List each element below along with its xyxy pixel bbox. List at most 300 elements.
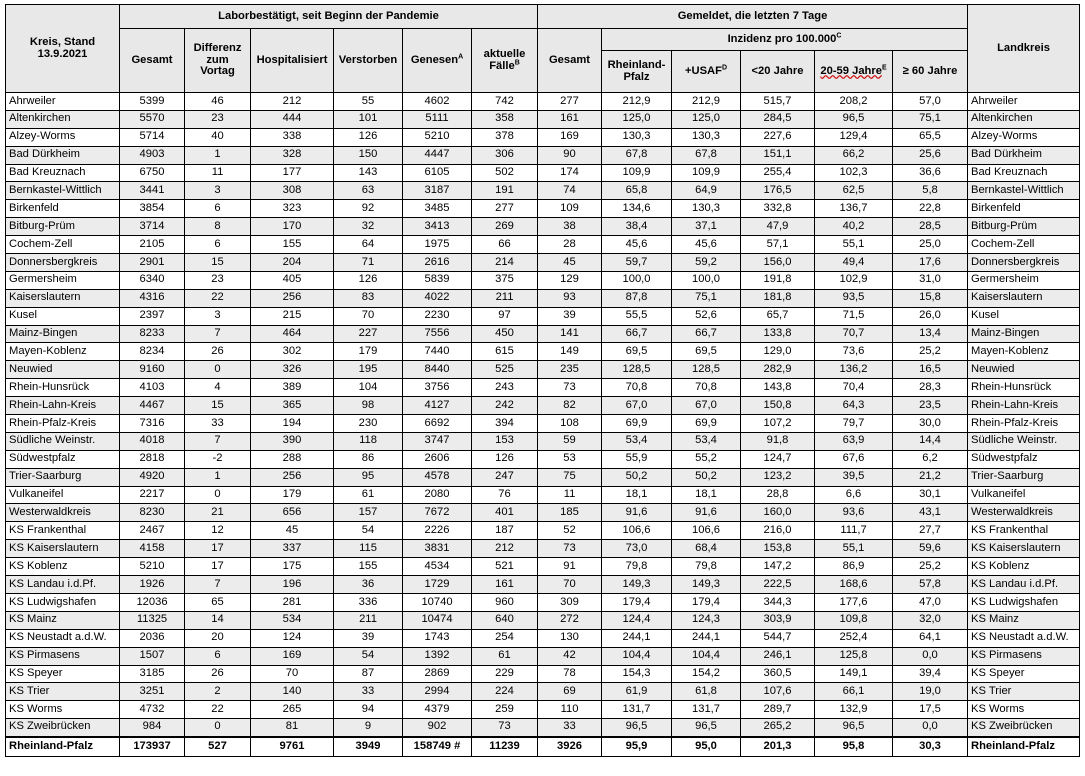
cell-inz-ge60: 0,0 xyxy=(893,647,968,665)
cell-inz-rlp: 212,9 xyxy=(602,93,672,111)
cell-inz-ge60: 23,5 xyxy=(893,397,968,415)
col-header-differenz: Differenz zum Vortag xyxy=(185,29,251,93)
cell-gesamt: 7316 xyxy=(120,415,185,433)
group-header-gemeldet: Gemeldet, die letzten 7 Tage xyxy=(538,5,968,29)
col-header-60-plus: ≥ 60 Jahre xyxy=(893,51,968,93)
cell-aktuelle: 394 xyxy=(472,415,538,433)
cell-inz-lt20: 289,7 xyxy=(741,701,815,719)
cell-kreis: Cochem-Zell xyxy=(6,236,120,254)
cell-gesamt-7d: 28 xyxy=(538,236,602,254)
cell-genesen: 4127 xyxy=(403,397,472,415)
cell-genesen: 3413 xyxy=(403,218,472,236)
table-row xyxy=(6,254,1080,272)
total-genesen: 158749 # xyxy=(403,737,472,757)
cell-inz-rlp: 67,8 xyxy=(602,146,672,164)
total-differenz: 527 xyxy=(185,737,251,757)
cell-gesamt-7d: 42 xyxy=(538,647,602,665)
cell-inz-rlp: 244,1 xyxy=(602,629,672,647)
cell-differenz: 20 xyxy=(185,629,251,647)
cell-inz-rlp: 154,3 xyxy=(602,665,672,683)
cell-landkreis: KS Trier xyxy=(968,683,1080,701)
cell-hospitalisiert: 169 xyxy=(251,647,334,665)
cell-inz-ge60: 36,6 xyxy=(893,164,968,182)
cell-inz-ge60: 31,0 xyxy=(893,271,968,289)
cell-landkreis: Kusel xyxy=(968,307,1080,325)
cell-verstorben: 36 xyxy=(334,576,403,594)
cell-inz-rlp: 130,3 xyxy=(602,128,672,146)
cell-inz-usaf: 18,1 xyxy=(672,486,741,504)
cell-inz-20-59: 73,6 xyxy=(815,343,893,361)
cell-kreis: Bad Dürkheim xyxy=(6,146,120,164)
cell-verstorben: 71 xyxy=(334,254,403,272)
cell-inz-20-59: 136,2 xyxy=(815,361,893,379)
cell-inz-usaf: 149,3 xyxy=(672,576,741,594)
table-row xyxy=(6,432,1080,450)
cell-aktuelle: 269 xyxy=(472,218,538,236)
table-row xyxy=(6,593,1080,611)
cell-landkreis: KS Worms xyxy=(968,701,1080,719)
cell-landkreis: KS Speyer xyxy=(968,665,1080,683)
cell-inz-usaf: 125,0 xyxy=(672,110,741,128)
cell-gesamt-7d: 45 xyxy=(538,254,602,272)
cell-aktuelle: 242 xyxy=(472,397,538,415)
cell-verstorben: 115 xyxy=(334,540,403,558)
cell-kreis: KS Mainz xyxy=(6,611,120,629)
cell-aktuelle: 97 xyxy=(472,307,538,325)
table-row xyxy=(6,665,1080,683)
cell-inz-ge60: 17,5 xyxy=(893,701,968,719)
cell-verstorben: 126 xyxy=(334,128,403,146)
cell-inz-usaf: 244,1 xyxy=(672,629,741,647)
cell-genesen: 2869 xyxy=(403,665,472,683)
cell-gesamt: 3185 xyxy=(120,665,185,683)
cell-kreis: Südliche Weinstr. xyxy=(6,432,120,450)
cell-landkreis: Trier-Saarburg xyxy=(968,468,1080,486)
cell-inz-usaf: 106,6 xyxy=(672,522,741,540)
cell-hospitalisiert: 302 xyxy=(251,343,334,361)
cell-verstorben: 179 xyxy=(334,343,403,361)
cell-verstorben: 64 xyxy=(334,236,403,254)
cell-inz-20-59: 93,5 xyxy=(815,289,893,307)
group-header-laborbestaetigt: Laborbestätigt, seit Beginn der Pandemie xyxy=(120,5,538,29)
cell-inz-20-59: 252,4 xyxy=(815,629,893,647)
cell-gesamt: 12036 xyxy=(120,593,185,611)
cell-verstorben: 150 xyxy=(334,146,403,164)
cell-inz-usaf: 131,7 xyxy=(672,701,741,719)
cell-inz-usaf: 79,8 xyxy=(672,558,741,576)
table-row xyxy=(6,146,1080,164)
cell-verstorben: 92 xyxy=(334,200,403,218)
cell-verstorben: 230 xyxy=(334,415,403,433)
cell-gesamt: 6750 xyxy=(120,164,185,182)
cell-inz-lt20: 216,0 xyxy=(741,522,815,540)
cell-hospitalisiert: 338 xyxy=(251,128,334,146)
cell-gesamt-7d: 93 xyxy=(538,289,602,307)
cell-inz-ge60: 16,5 xyxy=(893,361,968,379)
cell-verstorben: 101 xyxy=(334,110,403,128)
cell-gesamt-7d: 91 xyxy=(538,558,602,576)
cell-hospitalisiert: 155 xyxy=(251,236,334,254)
cell-kreis: Rhein-Pfalz-Kreis xyxy=(6,415,120,433)
cell-differenz: 0 xyxy=(185,361,251,379)
cell-inz-20-59: 62,5 xyxy=(815,182,893,200)
cell-aktuelle: 76 xyxy=(472,486,538,504)
cell-differenz: 8 xyxy=(185,218,251,236)
cell-inz-usaf: 69,5 xyxy=(672,343,741,361)
inzidenz-footnote: C xyxy=(836,31,842,39)
cell-differenz: 33 xyxy=(185,415,251,433)
cell-hospitalisiert: 281 xyxy=(251,593,334,611)
total-row xyxy=(6,737,1080,757)
cell-kreis: Bad Kreuznach xyxy=(6,164,120,182)
cell-inz-usaf: 130,3 xyxy=(672,200,741,218)
cell-genesen: 3747 xyxy=(403,432,472,450)
cell-inz-rlp: 131,7 xyxy=(602,701,672,719)
cell-landkreis: KS Zweibrücken xyxy=(968,719,1080,737)
cell-inz-ge60: 14,4 xyxy=(893,432,968,450)
cell-kreis: KS Frankenthal xyxy=(6,522,120,540)
cell-aktuelle: 73 xyxy=(472,719,538,737)
cell-aktuelle: 254 xyxy=(472,629,538,647)
table-row xyxy=(6,271,1080,289)
cell-inz-lt20: 147,2 xyxy=(741,558,815,576)
cell-gesamt: 2036 xyxy=(120,629,185,647)
cell-landkreis: Südwestpfalz xyxy=(968,450,1080,468)
cell-gesamt-7d: 129 xyxy=(538,271,602,289)
table-row xyxy=(6,558,1080,576)
cell-verstorben: 33 xyxy=(334,683,403,701)
cell-landkreis: KS Pirmasens xyxy=(968,647,1080,665)
cell-differenz: 22 xyxy=(185,289,251,307)
cell-genesen: 3756 xyxy=(403,379,472,397)
cell-verstorben: 94 xyxy=(334,701,403,719)
cell-gesamt-7d: 39 xyxy=(538,307,602,325)
cell-kreis: Ahrweiler xyxy=(6,93,120,111)
cell-inz-ge60: 25,2 xyxy=(893,558,968,576)
cell-inz-usaf: 55,2 xyxy=(672,450,741,468)
cell-genesen: 3485 xyxy=(403,200,472,218)
cell-inz-ge60: 28,3 xyxy=(893,379,968,397)
cell-inz-lt20: 156,0 xyxy=(741,254,815,272)
cell-inz-rlp: 53,4 xyxy=(602,432,672,450)
cell-gesamt: 5399 xyxy=(120,93,185,111)
cell-inz-usaf: 66,7 xyxy=(672,325,741,343)
cell-inz-20-59: 208,2 xyxy=(815,93,893,111)
col-header-aktuelle-faelle xyxy=(472,29,538,93)
cell-gesamt-7d: 108 xyxy=(538,415,602,433)
cell-inz-lt20: 160,0 xyxy=(741,504,815,522)
cell-genesen: 1743 xyxy=(403,629,472,647)
cell-verstorben: 83 xyxy=(334,289,403,307)
cell-inz-usaf: 70,8 xyxy=(672,379,741,397)
table-row xyxy=(6,468,1080,486)
cell-inz-20-59: 55,1 xyxy=(815,236,893,254)
cell-gesamt: 8234 xyxy=(120,343,185,361)
cell-kreis: Mayen-Koblenz xyxy=(6,343,120,361)
cell-inz-usaf: 100,0 xyxy=(672,271,741,289)
cell-genesen: 1729 xyxy=(403,576,472,594)
table-row xyxy=(6,236,1080,254)
cell-inz-lt20: 133,8 xyxy=(741,325,815,343)
cell-inz-usaf: 50,2 xyxy=(672,468,741,486)
cell-inz-20-59: 63,9 xyxy=(815,432,893,450)
cell-inz-rlp: 104,4 xyxy=(602,647,672,665)
cell-inz-lt20: 176,5 xyxy=(741,182,815,200)
cell-inz-usaf: 53,4 xyxy=(672,432,741,450)
cell-inz-lt20: 344,3 xyxy=(741,593,815,611)
cell-landkreis: Germersheim xyxy=(968,271,1080,289)
table-row xyxy=(6,647,1080,665)
cell-inz-rlp: 124,4 xyxy=(602,611,672,629)
cell-gesamt: 4018 xyxy=(120,432,185,450)
cell-differenz: 17 xyxy=(185,540,251,558)
total-inz-rlp: 95,9 xyxy=(602,737,672,757)
cell-inz-usaf: 68,4 xyxy=(672,540,741,558)
cell-inz-lt20: 65,7 xyxy=(741,307,815,325)
cell-inz-20-59: 102,9 xyxy=(815,271,893,289)
cell-inz-rlp: 125,0 xyxy=(602,110,672,128)
cell-gesamt: 11325 xyxy=(120,611,185,629)
cell-inz-rlp: 55,9 xyxy=(602,450,672,468)
table-row xyxy=(6,361,1080,379)
cell-inz-lt20: 282,9 xyxy=(741,361,815,379)
cell-aktuelle: 502 xyxy=(472,164,538,182)
col-header-usaf xyxy=(672,51,741,93)
cell-gesamt-7d: 69 xyxy=(538,683,602,701)
cell-gesamt-7d: 277 xyxy=(538,93,602,111)
cell-genesen: 902 xyxy=(403,719,472,737)
cell-landkreis: Birkenfeld xyxy=(968,200,1080,218)
cell-hospitalisiert: 444 xyxy=(251,110,334,128)
cell-inz-rlp: 61,9 xyxy=(602,683,672,701)
cell-inz-ge60: 6,2 xyxy=(893,450,968,468)
cell-aktuelle: 960 xyxy=(472,593,538,611)
cell-gesamt-7d: 38 xyxy=(538,218,602,236)
cell-genesen: 8440 xyxy=(403,361,472,379)
cell-inz-20-59: 49,4 xyxy=(815,254,893,272)
cell-inz-ge60: 32,0 xyxy=(893,611,968,629)
cell-gesamt: 3251 xyxy=(120,683,185,701)
cell-kreis: Kusel xyxy=(6,307,120,325)
cell-genesen: 2616 xyxy=(403,254,472,272)
cell-differenz: 26 xyxy=(185,665,251,683)
cell-kreis: KS Worms xyxy=(6,701,120,719)
aktuelle-label: aktuelle Fälle xyxy=(483,47,526,72)
cell-inz-lt20: 151,1 xyxy=(741,146,815,164)
cell-kreis: Bernkastel-Wittlich xyxy=(6,182,120,200)
cell-inz-ge60: 47,0 xyxy=(893,593,968,611)
cell-inz-lt20: 150,8 xyxy=(741,397,815,415)
cell-verstorben: 155 xyxy=(334,558,403,576)
cell-inz-ge60: 15,8 xyxy=(893,289,968,307)
cell-differenz: 17 xyxy=(185,558,251,576)
cell-inz-lt20: 124,7 xyxy=(741,450,815,468)
cell-verstorben: 211 xyxy=(334,611,403,629)
cell-kreis: Alzey-Worms xyxy=(6,128,120,146)
table-row xyxy=(6,450,1080,468)
cell-inz-20-59: 79,7 xyxy=(815,415,893,433)
cell-gesamt-7d: 110 xyxy=(538,701,602,719)
cell-genesen: 4602 xyxy=(403,93,472,111)
cell-differenz: 11 xyxy=(185,164,251,182)
cell-verstorben: 63 xyxy=(334,182,403,200)
cell-aktuelle: 277 xyxy=(472,200,538,218)
total-verstorben: 3949 xyxy=(334,737,403,757)
cell-inz-20-59: 6,6 xyxy=(815,486,893,504)
cell-differenz: 21 xyxy=(185,504,251,522)
cell-hospitalisiert: 215 xyxy=(251,307,334,325)
cell-inz-usaf: 128,5 xyxy=(672,361,741,379)
table-row xyxy=(6,415,1080,433)
cell-gesamt: 3714 xyxy=(120,218,185,236)
cell-gesamt-7d: 161 xyxy=(538,110,602,128)
cell-gesamt-7d: 174 xyxy=(538,164,602,182)
table-row xyxy=(6,343,1080,361)
cell-hospitalisiert: 204 xyxy=(251,254,334,272)
cell-landkreis: Bad Dürkheim xyxy=(968,146,1080,164)
cell-inz-ge60: 43,1 xyxy=(893,504,968,522)
cell-landkreis: Donnersbergkreis xyxy=(968,254,1080,272)
cell-inz-ge60: 75,1 xyxy=(893,110,968,128)
cell-genesen: 7672 xyxy=(403,504,472,522)
cell-differenz: -2 xyxy=(185,450,251,468)
genesen-label: Genesen xyxy=(410,53,459,66)
cell-kreis: Germersheim xyxy=(6,271,120,289)
cell-gesamt: 2217 xyxy=(120,486,185,504)
total-aktuelle: 11239 xyxy=(472,737,538,757)
cell-inz-ge60: 13,4 xyxy=(893,325,968,343)
cell-genesen: 7556 xyxy=(403,325,472,343)
total-inz-ge60: 30,3 xyxy=(893,737,968,757)
cell-landkreis: Alzey-Worms xyxy=(968,128,1080,146)
cell-inz-rlp: 106,6 xyxy=(602,522,672,540)
table-row xyxy=(6,701,1080,719)
table-row xyxy=(6,164,1080,182)
cell-aktuelle: 525 xyxy=(472,361,538,379)
cell-gesamt: 984 xyxy=(120,719,185,737)
cell-genesen: 2230 xyxy=(403,307,472,325)
cell-genesen: 2994 xyxy=(403,683,472,701)
cell-genesen: 5839 xyxy=(403,271,472,289)
cell-aktuelle: 259 xyxy=(472,701,538,719)
cell-verstorben: 32 xyxy=(334,218,403,236)
cell-landkreis: Rhein-Hunsrück xyxy=(968,379,1080,397)
cell-landkreis: Kaiserslautern xyxy=(968,289,1080,307)
cell-inz-20-59: 55,1 xyxy=(815,540,893,558)
cell-inz-rlp: 70,8 xyxy=(602,379,672,397)
cell-inz-20-59: 96,5 xyxy=(815,110,893,128)
table-row xyxy=(6,200,1080,218)
cell-aktuelle: 211 xyxy=(472,289,538,307)
cell-verstorben: 157 xyxy=(334,504,403,522)
cell-kreis: Birkenfeld xyxy=(6,200,120,218)
cell-hospitalisiert: 177 xyxy=(251,164,334,182)
cell-inz-usaf: 67,0 xyxy=(672,397,741,415)
cell-gesamt: 4103 xyxy=(120,379,185,397)
cell-kreis: Neuwied xyxy=(6,361,120,379)
cell-inz-20-59: 67,6 xyxy=(815,450,893,468)
cell-kreis: Rhein-Hunsrück xyxy=(6,379,120,397)
cell-landkreis: Bitburg-Prüm xyxy=(968,218,1080,236)
cell-inz-20-59: 129,4 xyxy=(815,128,893,146)
cell-genesen: 3187 xyxy=(403,182,472,200)
cell-inz-lt20: 129,0 xyxy=(741,343,815,361)
cell-aktuelle: 401 xyxy=(472,504,538,522)
cell-hospitalisiert: 124 xyxy=(251,629,334,647)
cell-inz-ge60: 25,2 xyxy=(893,343,968,361)
cell-aktuelle: 191 xyxy=(472,182,538,200)
cell-inz-20-59: 111,7 xyxy=(815,522,893,540)
cell-verstorben: 195 xyxy=(334,361,403,379)
cell-inz-rlp: 65,8 xyxy=(602,182,672,200)
cell-inz-lt20: 191,8 xyxy=(741,271,815,289)
cell-inz-usaf: 64,9 xyxy=(672,182,741,200)
cell-landkreis: Rhein-Pfalz-Kreis xyxy=(968,415,1080,433)
cell-hospitalisiert: 45 xyxy=(251,522,334,540)
cell-gesamt: 5714 xyxy=(120,128,185,146)
cell-kreis: Bitburg-Prüm xyxy=(6,218,120,236)
table-row xyxy=(6,110,1080,128)
cell-verstorben: 126 xyxy=(334,271,403,289)
cell-gesamt-7d: 149 xyxy=(538,343,602,361)
cell-gesamt: 4920 xyxy=(120,468,185,486)
cell-landkreis: Neuwied xyxy=(968,361,1080,379)
cell-verstorben: 70 xyxy=(334,307,403,325)
cell-gesamt-7d: 141 xyxy=(538,325,602,343)
cell-inz-rlp: 50,2 xyxy=(602,468,672,486)
cell-inz-20-59: 109,8 xyxy=(815,611,893,629)
cell-inz-usaf: 59,2 xyxy=(672,254,741,272)
cell-kreis: KS Neustadt a.d.W. xyxy=(6,629,120,647)
cell-hospitalisiert: 464 xyxy=(251,325,334,343)
table-row xyxy=(6,683,1080,701)
cell-inz-ge60: 30,1 xyxy=(893,486,968,504)
cell-hospitalisiert: 308 xyxy=(251,182,334,200)
cell-inz-ge60: 57,8 xyxy=(893,576,968,594)
total-gesamt: 173937 xyxy=(120,737,185,757)
cell-genesen: 4379 xyxy=(403,701,472,719)
cell-inz-rlp: 59,7 xyxy=(602,254,672,272)
cell-gesamt-7d: 185 xyxy=(538,504,602,522)
cell-differenz: 23 xyxy=(185,110,251,128)
cell-inz-lt20: 107,2 xyxy=(741,415,815,433)
cell-inz-ge60: 57,0 xyxy=(893,93,968,111)
cell-kreis: KS Speyer xyxy=(6,665,120,683)
cell-inz-usaf: 91,6 xyxy=(672,504,741,522)
cell-kreis: Trier-Saarburg xyxy=(6,468,120,486)
cell-inz-lt20: 544,7 xyxy=(741,629,815,647)
table-row xyxy=(6,289,1080,307)
cell-inz-20-59: 39,5 xyxy=(815,468,893,486)
cell-aktuelle: 375 xyxy=(472,271,538,289)
cell-inz-ge60: 30,0 xyxy=(893,415,968,433)
cell-genesen: 4022 xyxy=(403,289,472,307)
cell-gesamt: 2818 xyxy=(120,450,185,468)
cell-inz-usaf: 154,2 xyxy=(672,665,741,683)
total-landkreis: Rheinland-Pfalz xyxy=(968,737,1080,757)
cell-inz-20-59: 168,6 xyxy=(815,576,893,594)
cell-aktuelle: 153 xyxy=(472,432,538,450)
cell-inz-usaf: 130,3 xyxy=(672,128,741,146)
cell-inz-20-59: 86,9 xyxy=(815,558,893,576)
cell-differenz: 23 xyxy=(185,271,251,289)
cell-gesamt-7d: 73 xyxy=(538,540,602,558)
cell-landkreis: Rhein-Lahn-Kreis xyxy=(968,397,1080,415)
cell-inz-lt20: 303,9 xyxy=(741,611,815,629)
cell-verstorben: 39 xyxy=(334,629,403,647)
cell-gesamt: 2901 xyxy=(120,254,185,272)
cell-hospitalisiert: 196 xyxy=(251,576,334,594)
